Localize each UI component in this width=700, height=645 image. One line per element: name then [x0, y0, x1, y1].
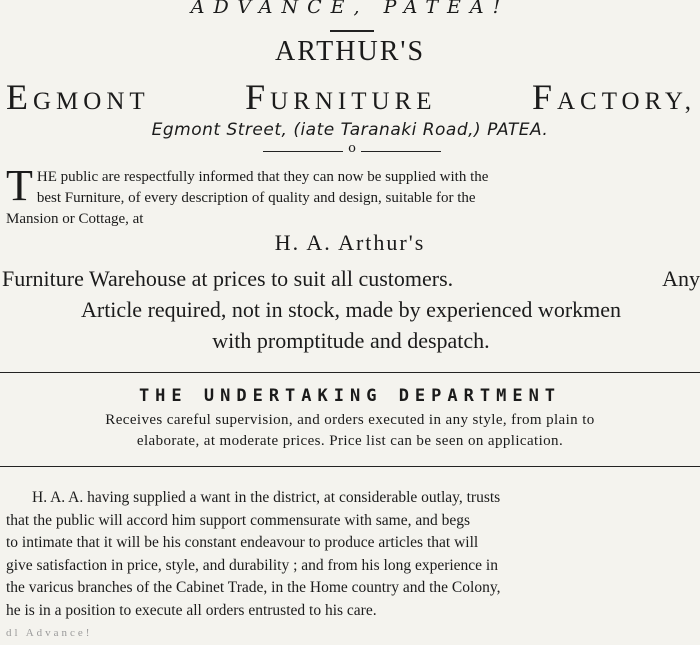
- intro-paragraph: [6, 161, 694, 230]
- closing-line: that the public will accord him support commensurate with same, and begs: [6, 511, 471, 529]
- divider-mark: o: [343, 141, 361, 156]
- intro-line: best Furniture, of every description of quality and design, suitable for the: [36, 190, 476, 206]
- closing-paragraph: [6, 487, 696, 645]
- closing-line: the varicus branches of the Cabinet Trade, in the Home country and the Colony,: [6, 579, 501, 596]
- undertaking-line: Receives careful supervision, and orders executed in any style, from plain to: [105, 412, 595, 428]
- warehouse-line: Article required, not in stock, made by experienced workmen: [80, 297, 622, 322]
- undertaking-heading: THE UNDERTAKING DEPARTMENT: [138, 386, 562, 406]
- closing-line: H. A. A. having supplied a want in the district, at considerable outlay, trusts: [32, 489, 501, 506]
- closing-line: give satisfaction in price, style, and durability ; and from his long experience in: [6, 556, 498, 574]
- warehouse-paragraph: [2, 263, 700, 356]
- intro-line: Mansion or Cottage, at: [6, 211, 144, 227]
- factory-word-egmont: EGMONT: [6, 77, 150, 117]
- ornament-divider: [263, 141, 441, 163]
- section-rule: [0, 466, 700, 467]
- short-rule: [330, 30, 374, 32]
- factory-word-factory: FACTORY,: [531, 77, 696, 117]
- drop-cap: T: [6, 161, 33, 210]
- factory-word-furniture: FURNITURE: [245, 77, 437, 117]
- warehouse-line: Furniture Warehouse at prices to suit all customers. Any: [2, 266, 700, 291]
- faded-imprint: dl Advance!: [6, 627, 93, 639]
- address-line: Egmont Street, (iate Taranaki Road,) PATEA.: [151, 120, 549, 140]
- masthead: ADVANCE, PATEA!: [190, 0, 510, 18]
- closing-line: to intimate that it will be his constant endeavour to produce articles that will: [6, 534, 479, 551]
- factory-heading: [6, 76, 696, 118]
- undertaking-paragraph: [6, 410, 694, 452]
- warehouse-line: with promptitude and despatch.: [212, 328, 490, 353]
- intro-line: HE public are respectfully informed that they can now be supplied with the: [36, 169, 489, 185]
- undertaking-line: elaborate, at moderate prices. Price list can be seen on application.: [136, 433, 564, 449]
- business-title: ARTHUR'S: [274, 36, 426, 67]
- section-rule: [0, 372, 700, 373]
- closing-line: he is in a position to execute all orders entrusted to his care. dl Advance!: [6, 600, 696, 645]
- proprietor-name: H. A. Arthur's: [274, 230, 426, 255]
